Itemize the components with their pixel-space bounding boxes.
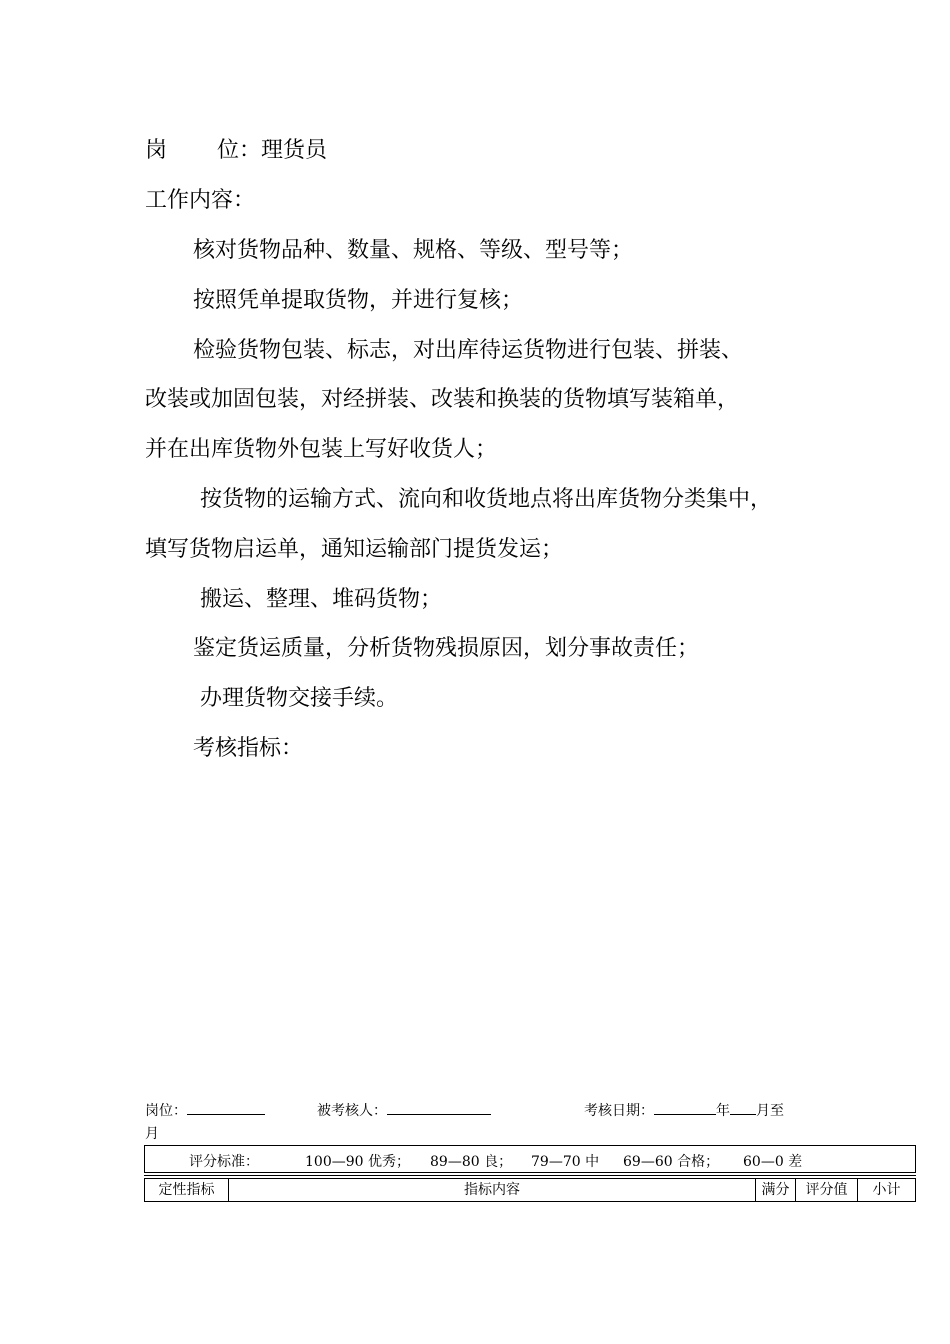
assessee-blank[interactable] [387, 1100, 491, 1115]
grade-good: 89—80 良； [430, 1154, 513, 1170]
list-item: 核对货物品种、数量、规格、等级、型号等； [193, 238, 634, 263]
grade-excellent: 100—90 优秀； [305, 1154, 410, 1170]
list-item: 鉴定货运质量，分析货物残损原因，划分事故责任； [193, 636, 700, 661]
criteria-row [144, 1145, 916, 1173]
post-label-1: 岗 [145, 138, 168, 163]
content-title: 工作内容： [145, 188, 256, 213]
list-item: 改装或加固包装，对经拼装、改装和换装的货物填写装箱单， [145, 387, 740, 412]
list-item: 办理货物交接手续。 [193, 686, 398, 711]
grade-poor: 60—0 差 [743, 1154, 803, 1170]
header-content: 指标内容 [229, 1179, 756, 1201]
header-full-score: 满分 [756, 1179, 796, 1201]
double-rule [144, 1172, 916, 1176]
post-line [145, 138, 327, 164]
list-item: 填写货物启运单，通知运输部门提货发运； [145, 537, 564, 562]
month-blank[interactable] [730, 1100, 756, 1115]
header-score: 评分值 [796, 1179, 858, 1201]
list-item: 搬运、整理、堆码货物； [193, 587, 442, 612]
post-label-2: 位：理货员 [217, 138, 328, 163]
form-post: 岗位： [145, 1100, 265, 1120]
year-blank[interactable] [654, 1100, 716, 1115]
form-month: 月 [145, 1126, 159, 1142]
grade-pass: 69—60 合格； [623, 1154, 720, 1170]
kpi-title: 考核指标： [193, 736, 304, 761]
grade-medium: 79—70 中 [531, 1154, 600, 1170]
list-item: 并在出库货物外包装上写好收货人； [145, 437, 498, 462]
list-item: 按货物的运输方式、流向和收货地点将出库货物分类集中， [193, 487, 772, 512]
post-blank[interactable] [187, 1100, 265, 1115]
form-date: 考核日期： 年 月至 [584, 1100, 784, 1120]
header-subtotal: 小计 [872, 1182, 901, 1198]
form-assessee: 被考核人： [317, 1100, 491, 1120]
list-item: 检验货物包装、标志，对出库待运货物进行包装、拼装、 [193, 338, 744, 363]
criteria-label: 评分标准： [189, 1154, 259, 1170]
table-header-row [144, 1178, 916, 1202]
header-qualitative: 定性指标 [145, 1179, 229, 1201]
list-item: 按照凭单提取货物，并进行复核； [193, 288, 524, 313]
